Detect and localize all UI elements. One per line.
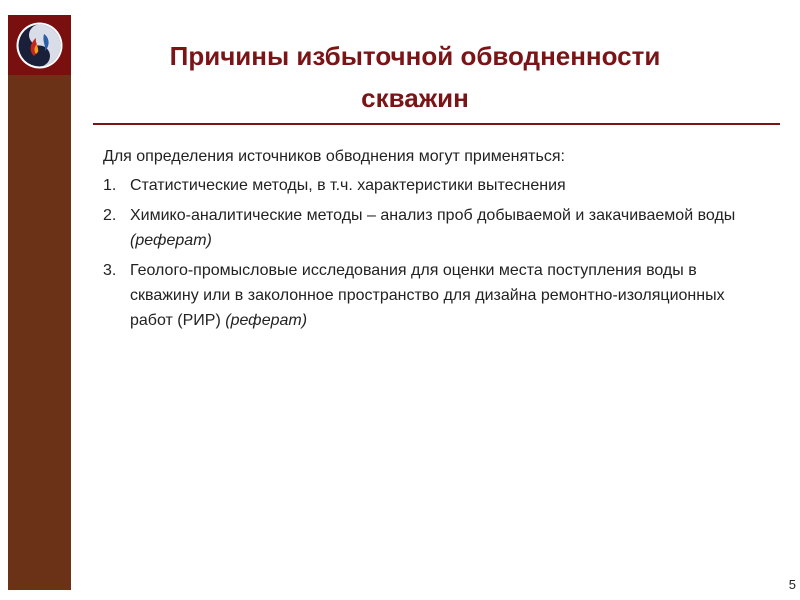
company-logo-icon <box>14 20 65 71</box>
title-divider <box>93 123 780 125</box>
slide-body <box>103 144 763 338</box>
list-item-1 <box>103 173 763 198</box>
reference-note: (реферат) <box>225 312 308 329</box>
logo-box <box>8 15 71 75</box>
title-line-2: скважин <box>361 83 469 113</box>
page-number: 5 <box>788 577 796 592</box>
list-item-3 <box>103 258 763 333</box>
left-decorative-bar <box>8 15 71 590</box>
reference-note: (реферат) <box>130 232 212 249</box>
list-item-number: 1. <box>103 177 117 194</box>
list-item-number: 2. <box>103 207 117 224</box>
list-item-number: 3. <box>103 262 117 279</box>
list-item-text: Геолого-промысловые исследования для оценки места поступления воды в скважину или в заколонное пространство для дизайна ремонтно-изоляционных работ (РИР) <box>130 262 725 329</box>
methods-list <box>103 173 763 333</box>
title-line-1: Причины избыточной обводненности <box>169 41 661 71</box>
intro-text: Для определения источников обводнения могут применяться: <box>103 148 565 165</box>
slide-title <box>120 35 710 119</box>
list-item-text: Химико-аналитические методы – анализ проб добываемой и закачиваемой воды <box>130 207 736 224</box>
list-item-2 <box>103 203 763 253</box>
list-item-text: Статистические методы, в т.ч. характеристики вытеснения <box>130 177 566 194</box>
